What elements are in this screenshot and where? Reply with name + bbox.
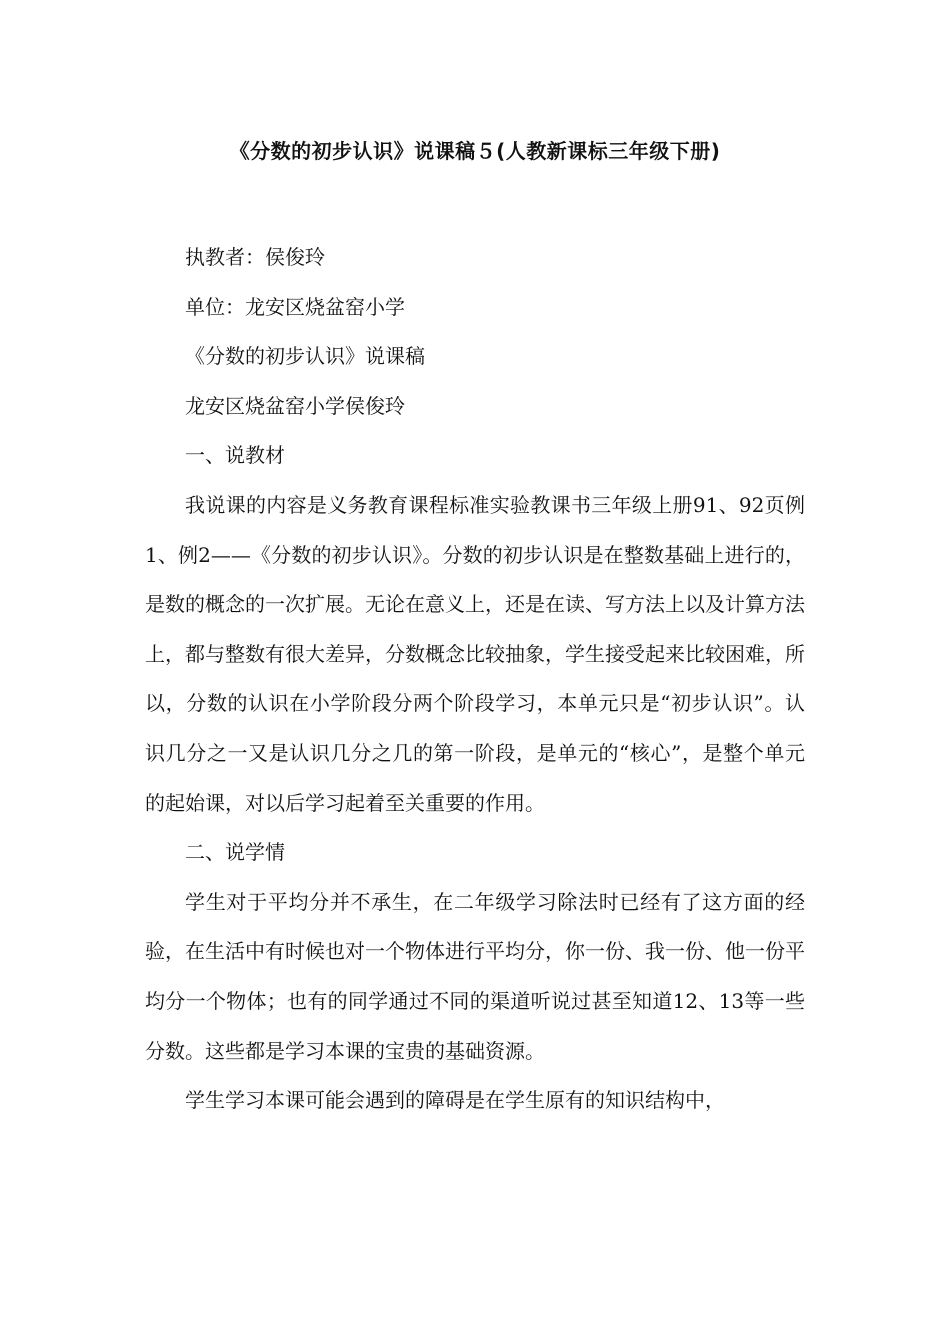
unit-line: 单位：龙安区烧盆窑小学 bbox=[185, 294, 405, 319]
paragraph-materials: 我说课的内容是义务教育课程标准实验教课书三年级上册91、92页例1、例2——《分数的初步认识》。分数的初步认识是在整数基础上进行的，是数的概念的一次扩展。无论在意义上，还是在读、写方法上以及计算方法上，都与整数有很大差异，分数概念比较抽象，学生接受起来比较困难，所以，分数的认识在小学阶段分两个阶段学习，本单元只是“初步认识”。认识几分之一又是认识几分之几的第一阶段，是单元的“核心”，是整个单元的起始课，对以后学习起着至关重要的作用。 bbox=[145, 492, 805, 815]
section-heading-materials: 一、说教材 bbox=[185, 443, 285, 468]
author-school-line: 龙安区烧盆窑小学侯俊玲 bbox=[185, 393, 405, 418]
subtitle-line: 《分数的初步认识》说课稿 bbox=[185, 344, 425, 369]
document-title: 《分数的初步认识》说课稿５(人教新课标三年级下册) bbox=[229, 139, 721, 163]
paragraph-obstacles: 学生学习本课可能会遇到的障碍是在学生原有的知识结构中， bbox=[185, 1088, 725, 1113]
document-body bbox=[145, 233, 805, 1126]
paragraph-students: 学生对于平均分并不承生，在二年级学习除法时已经有了这方面的经验，在生活中有时候也对一个物体进行平均分，你一份、我一份、他一份平均分一个物体；也有的同学通过不同的渠道听说过甚至知道12、13等一些分数。这些都是学习本课的宝贵的基础资源。 bbox=[145, 889, 805, 1063]
author-line: 执教者：侯俊玲 bbox=[185, 245, 325, 269]
section-heading-students: 二、说学情 bbox=[185, 840, 285, 865]
